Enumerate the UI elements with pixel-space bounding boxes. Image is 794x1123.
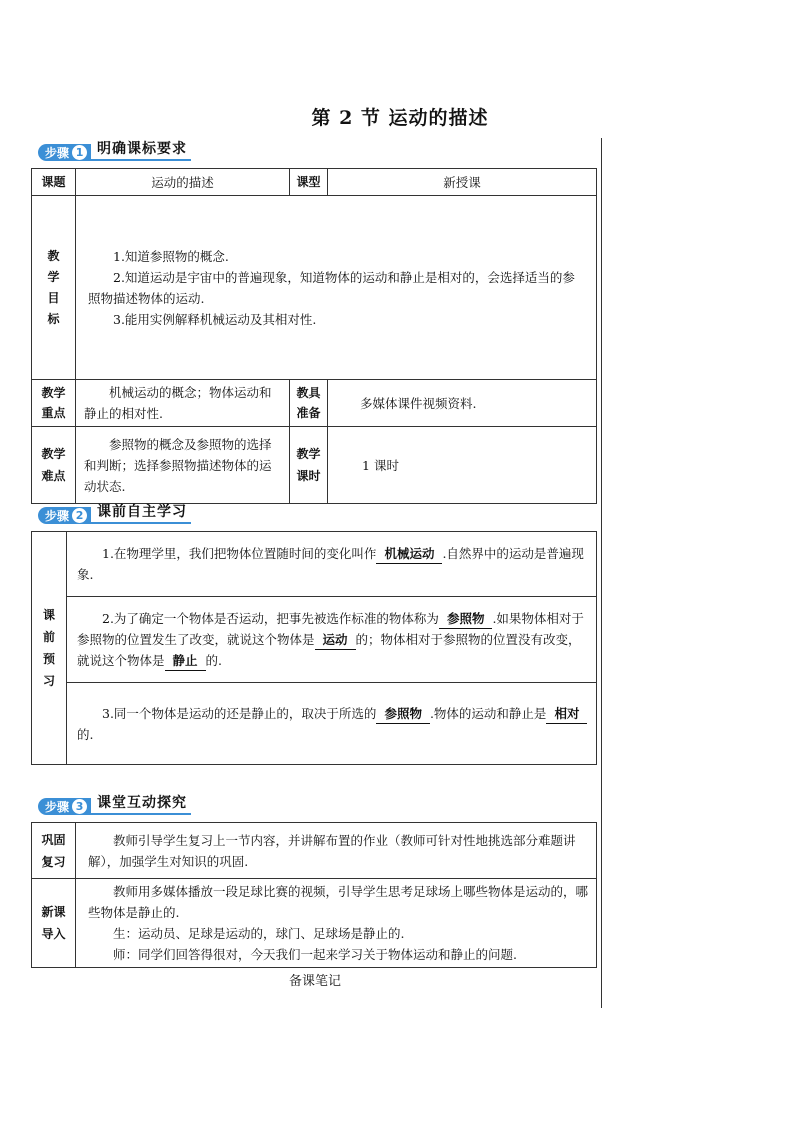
preview-label-cell <box>32 532 67 765</box>
step-3-title: 课堂互动探究 <box>91 792 191 815</box>
key-label: 教学重点 <box>41 386 66 420</box>
goal-item: 3.能用实例解释机械运动及其相对性. <box>113 311 317 327</box>
tools-value: 多媒体课件视频资料. <box>328 380 597 427</box>
intro-label: 新课导入 <box>41 905 66 941</box>
answer-blank: 静止 <box>165 652 206 671</box>
answer-blank: 相对 <box>546 705 587 724</box>
step-1-title: 明确课标要求 <box>91 138 191 161</box>
review-text: 教师引导学生复习上一节内容，并讲解布置的作业（教师可针对性地挑选部分难题讲解），加强学生对知识的巩固. <box>76 823 597 879</box>
hours-label-cell <box>290 427 328 504</box>
intro-line: 生：运动员、足球是运动的，球门、足球场是静止的. <box>113 926 405 941</box>
tools-label-cell <box>290 380 328 427</box>
key-value: 机械运动的概念；物体运动和静止的相对性. <box>76 380 290 427</box>
notes-footer: 备课笔记 <box>288 974 341 989</box>
preview-question-3: 3.同一个物体是运动的还是静止的，取决于所选的 参照物 .物体的运动和静止是 相对的. <box>67 683 597 765</box>
hours-label: 教学课时 <box>296 447 321 483</box>
step-1-header <box>38 143 191 161</box>
step-1-badge: 步骤 1 <box>38 144 91 161</box>
classroom-table <box>31 822 597 968</box>
margin-divider <box>601 138 602 1008</box>
step-3-header <box>38 797 191 815</box>
answer-blank: 参照物 <box>376 705 430 724</box>
topic-value: 运动的描述 <box>76 169 290 196</box>
topic-label: 课题 <box>32 169 76 196</box>
goals-label: 教学目标 <box>47 248 60 326</box>
goal-item: 1.知道参照物的概念. <box>113 248 229 264</box>
intro-line: 师：同学们回答得很对，今天我们一起来学习关于物体运动和静止的问题. <box>113 947 517 962</box>
goals-label-cell <box>32 196 76 380</box>
goal-item: 2.知道运动是宇宙中的普遍现象，知道物体的运动和静止是相对的，会选择适当的参照物描述物体的运动. <box>88 269 575 306</box>
type-label: 课型 <box>290 169 328 196</box>
diff-label: 教学难点 <box>41 447 66 483</box>
intro-cell <box>76 879 597 968</box>
step-2-header <box>38 506 191 524</box>
preview-label: 课前预习 <box>43 608 56 688</box>
key-label-cell <box>32 380 76 427</box>
answer-blank: 参照物 <box>439 610 493 629</box>
answer-blank: 机械运动 <box>376 545 442 564</box>
step-2-badge: 步骤 2 <box>38 507 91 524</box>
intro-label-cell <box>32 879 76 968</box>
lesson-info-table <box>31 168 597 504</box>
diff-label-cell <box>32 427 76 504</box>
type-value: 新授课 <box>328 169 597 196</box>
answer-blank: 运动 <box>315 631 356 650</box>
review-label: 巩固复习 <box>41 832 66 869</box>
preview-table <box>31 531 597 765</box>
step-3-badge: 步骤 3 <box>38 798 91 815</box>
page-title: 第 2 节 运动的描述 <box>311 107 489 129</box>
diff-value: 参照物的概念及参照物的选择和判断；选择参照物描述物体的运动状态. <box>76 427 290 504</box>
review-label-cell <box>32 823 76 879</box>
preview-question-1: 1.在物理学里，我们把物体位置随时间的变化叫作 机械运动 .自然界中的运动是普遍现象. <box>67 532 597 597</box>
preview-question-2: 2.为了确定一个物体是否运动，把事先被选作标准的物体称为 参照物 .如果物体相对于参照物的位置发生了改变，就说这个物体是 运动 的；物体相对于参照物的位置没有改变，就说这个物体是 静止 的. <box>67 597 597 683</box>
step-2-title: 课前自主学习 <box>91 501 191 524</box>
tools-label: 教具准备 <box>296 386 321 420</box>
intro-line: 教师用多媒体播放一段足球比赛的视频，引导学生思考足球场上哪些物体是运动的，哪些物体是静止的. <box>88 884 589 920</box>
hours-value: 1 课时 <box>328 427 597 504</box>
goals-cell <box>76 196 597 380</box>
